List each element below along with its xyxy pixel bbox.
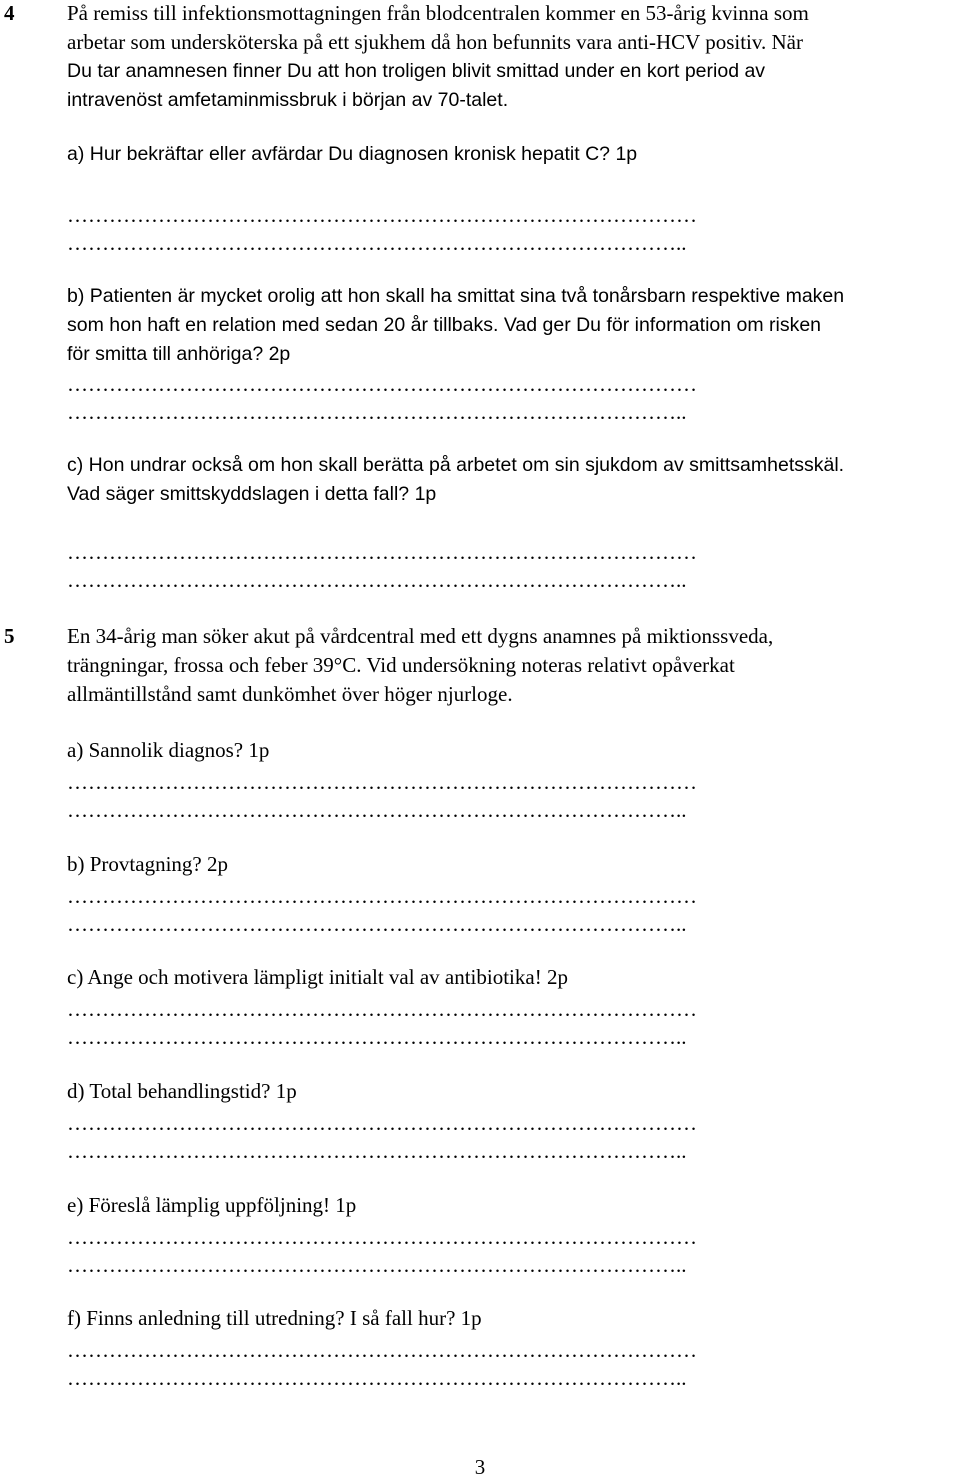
question-4a xyxy=(67,140,959,169)
question-number-5: 5 xyxy=(4,624,15,648)
question-4c-text: Vad säger smittskyddslagen i detta fall? 1p xyxy=(67,483,437,505)
question-5-intro-line: En 34-årig man söker akut på vårdcentral med ett dygns anamnes på miktionssveda, xyxy=(67,624,774,648)
page-number: 3 xyxy=(474,1455,486,1479)
answer-line[interactable]: …………………………………………………………………………….. xyxy=(67,1139,687,1163)
answer-line[interactable]: ……………………………………………………………………………… xyxy=(67,1225,697,1249)
answer-line[interactable]: …………………………………………………………………………….. xyxy=(67,1253,687,1277)
question-4-intro xyxy=(67,0,959,115)
question-5f: f) Finns anledning till utredning? I så fall hur? 1p xyxy=(67,1306,482,1330)
question-4b-text: b) Patienten är mycket orolig att hon skall ha smittat sina två tonårsbarn respektive maken xyxy=(67,285,845,307)
question-5-intro-line: trängningar, frossa och feber 39°C. Vid undersökning noteras relativt opåverkat xyxy=(67,653,735,677)
question-4b-text: för smitta till anhöriga? 2p xyxy=(67,343,291,365)
question-4c-text: c) Hon undrar också om hon skall berätta på arbetet om sin sjukdom av smittsamhetsskäl. xyxy=(67,454,845,476)
question-4-intro-line: Du tar anamnesen finner Du att hon troligen blivit smittad under en kort period av xyxy=(67,60,766,82)
answer-line[interactable]: …………………………………………………………………………….. xyxy=(67,1025,687,1049)
question-4c xyxy=(67,451,959,509)
answer-line[interactable]: ……………………………………………………………………………… xyxy=(67,1338,697,1362)
question-5d: d) Total behandlingstid? 1p xyxy=(67,1079,297,1103)
question-number-4: 4 xyxy=(4,1,15,25)
answer-line[interactable]: …………………………………………………………………………….. xyxy=(67,231,687,255)
answer-line[interactable]: …………………………………………………………………………….. xyxy=(67,400,687,424)
question-5e: e) Föreslå lämplig uppföljning! 1p xyxy=(67,1193,357,1217)
answer-line[interactable]: …………………………………………………………………………….. xyxy=(67,798,687,822)
answer-line[interactable]: …………………………………………………………………………….. xyxy=(67,1366,687,1390)
question-4-intro-line: arbetar som undersköterska på ett sjukhem då hon befunnits vara anti-HCV positiv. När xyxy=(67,30,803,54)
answer-line[interactable]: ……………………………………………………………………………… xyxy=(67,372,697,396)
answer-line[interactable]: ……………………………………………………………………………… xyxy=(67,770,697,794)
question-5a: a) Sannolik diagnos? 1p xyxy=(67,738,270,762)
question-4-intro-line: På remiss till infektionsmottagningen från blodcentralen kommer en 53-årig kvinna som xyxy=(67,1,809,25)
question-5-intro-line: allmäntillstånd samt dunkömhet över höger njurloge. xyxy=(67,682,513,706)
question-4-intro-line: intravenöst amfetaminmissbruk i början av 70-talet. xyxy=(67,89,509,111)
answer-line[interactable]: …………………………………………………………………………….. xyxy=(67,912,687,936)
question-4a-text: a) Hur bekräftar eller avfärdar Du diagnosen kronisk hepatit C? 1p xyxy=(67,143,638,165)
question-5c: c) Ange och motivera lämpligt initialt val av antibiotika! 2p xyxy=(67,965,568,989)
question-4b xyxy=(67,282,959,369)
answer-line[interactable]: ……………………………………………………………………………… xyxy=(67,540,697,564)
question-5b: b) Provtagning? 2p xyxy=(67,852,228,876)
answer-line[interactable]: ……………………………………………………………………………… xyxy=(67,884,697,908)
question-5-intro xyxy=(67,622,959,709)
answer-line[interactable]: ……………………………………………………………………………… xyxy=(67,1111,697,1135)
answer-line[interactable]: …………………………………………………………………………….. xyxy=(67,568,687,592)
question-4b-text: som hon haft en relation med sedan 20 år tillbaks. Vad ger Du för information om risken xyxy=(67,314,822,336)
answer-line[interactable]: ……………………………………………………………………………… xyxy=(67,203,697,227)
answer-line[interactable]: ……………………………………………………………………………… xyxy=(67,997,697,1021)
